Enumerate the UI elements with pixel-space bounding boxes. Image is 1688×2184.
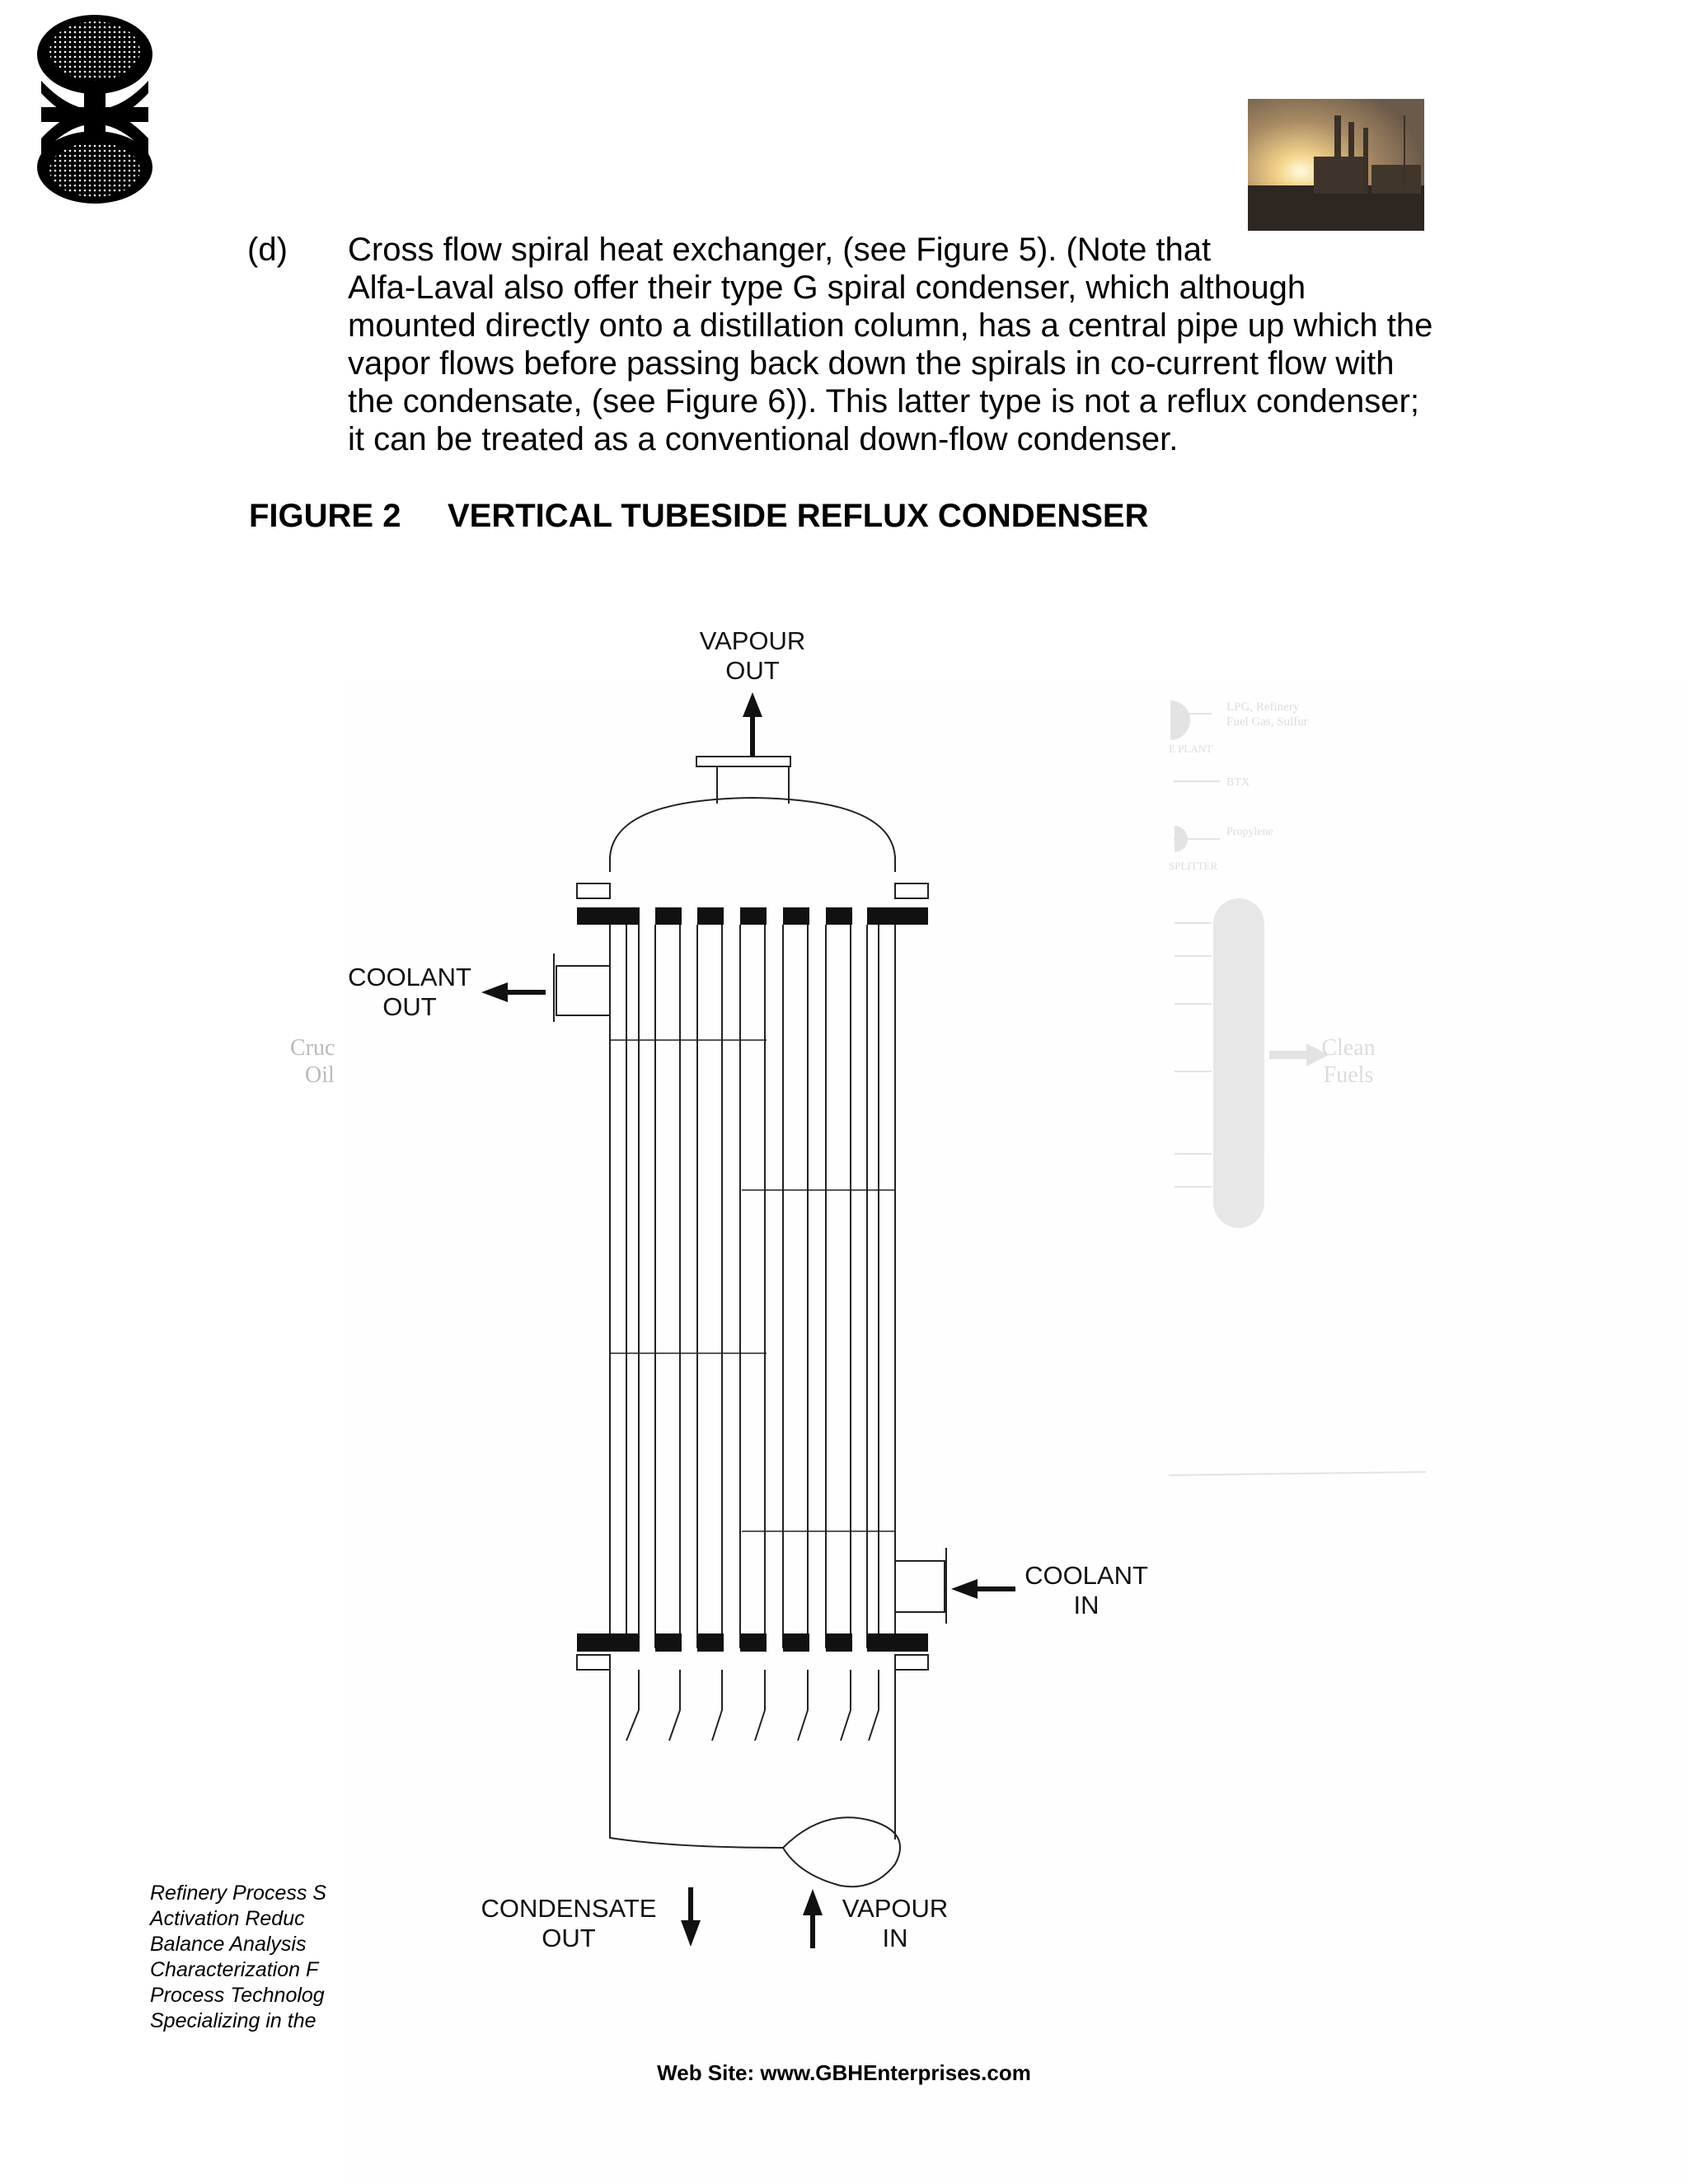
watermark-label: Fuel Gas, Sulfur: [1226, 715, 1308, 729]
diagram-background: [345, 684, 1688, 2184]
label-vapour-in: VAPOUR: [842, 1894, 949, 1923]
top-tubesheet: [577, 907, 928, 925]
website-link[interactable]: Web Site: www.GBHEnterprises.com: [657, 2060, 1031, 2085]
footer-left-line: Refinery Process S: [150, 1882, 326, 1905]
top-flange-right: [895, 883, 928, 898]
label-vapour-out: VAPOUR: [699, 626, 806, 655]
label-coolant-out: OUT: [382, 992, 437, 1021]
footer-left-line: Balance Analysis: [150, 1933, 307, 1956]
watermark-text: Oil: [305, 1062, 335, 1088]
watermark-label: SPLITTER: [1169, 860, 1218, 872]
label-condensate-out: OUT: [542, 1924, 596, 1952]
list-marker: (d): [247, 232, 288, 268]
watermark-column: [1213, 898, 1264, 1228]
watermark-text: Clean: [1321, 1035, 1376, 1061]
label-coolant-out: COOLANT: [348, 963, 471, 991]
watermark-label: LPG, Refinery: [1226, 701, 1300, 714]
footer-left-line: Process Technolog: [150, 1984, 325, 2007]
label-vapour-out: OUT: [725, 656, 780, 685]
label-coolant-in: COOLANT: [1025, 1561, 1148, 1590]
watermark-text: Fuels: [1323, 1062, 1374, 1088]
bottom-flange-right: [895, 1655, 928, 1670]
watermark-label: Propylene: [1226, 826, 1273, 838]
top-flange-left: [577, 883, 610, 898]
figure-number: FIGURE 2: [249, 498, 401, 534]
figure-title: VERTICAL TUBESIDE REFLUX CONDENSER: [448, 498, 1149, 534]
label-condensate-out: CONDENSATE: [481, 1894, 657, 1923]
paragraph-line: mounted directly onto a distillation column, has a central pipe up which the: [348, 307, 1433, 344]
paragraph-line: it can be treated as a conventional down-flow condenser.: [348, 421, 1179, 457]
watermark-label: E PLANT: [1169, 743, 1213, 755]
bottom-flange-left: [577, 1655, 610, 1670]
paragraph-line: vapor flows before passing back down the spirals in co-current flow with: [348, 345, 1395, 382]
paragraph-line: the condensate, (see Figure 6)). This latter type is not a reflux condenser;: [348, 383, 1419, 419]
label-coolant-in: IN: [1073, 1591, 1100, 1619]
footer-left-line: Specializing in the: [150, 2009, 316, 2032]
footer-left-line: Characterization F: [150, 1958, 319, 1981]
watermark-text: Cruc: [290, 1035, 335, 1061]
bottom-tubesheet: [577, 1633, 928, 1652]
label-vapour-in: IN: [882, 1924, 908, 1952]
footer-left-line: Activation Reduc: [150, 1907, 305, 1930]
paragraph-line: Alfa-Laval also offer their type G spiral condenser, which although: [348, 269, 1306, 306]
vapour-outlet-flange: [696, 757, 790, 766]
watermark-label: BTX: [1226, 776, 1250, 789]
paragraph-line: Cross flow spiral heat exchanger, (see Figure 5). (Note that: [348, 232, 1212, 268]
